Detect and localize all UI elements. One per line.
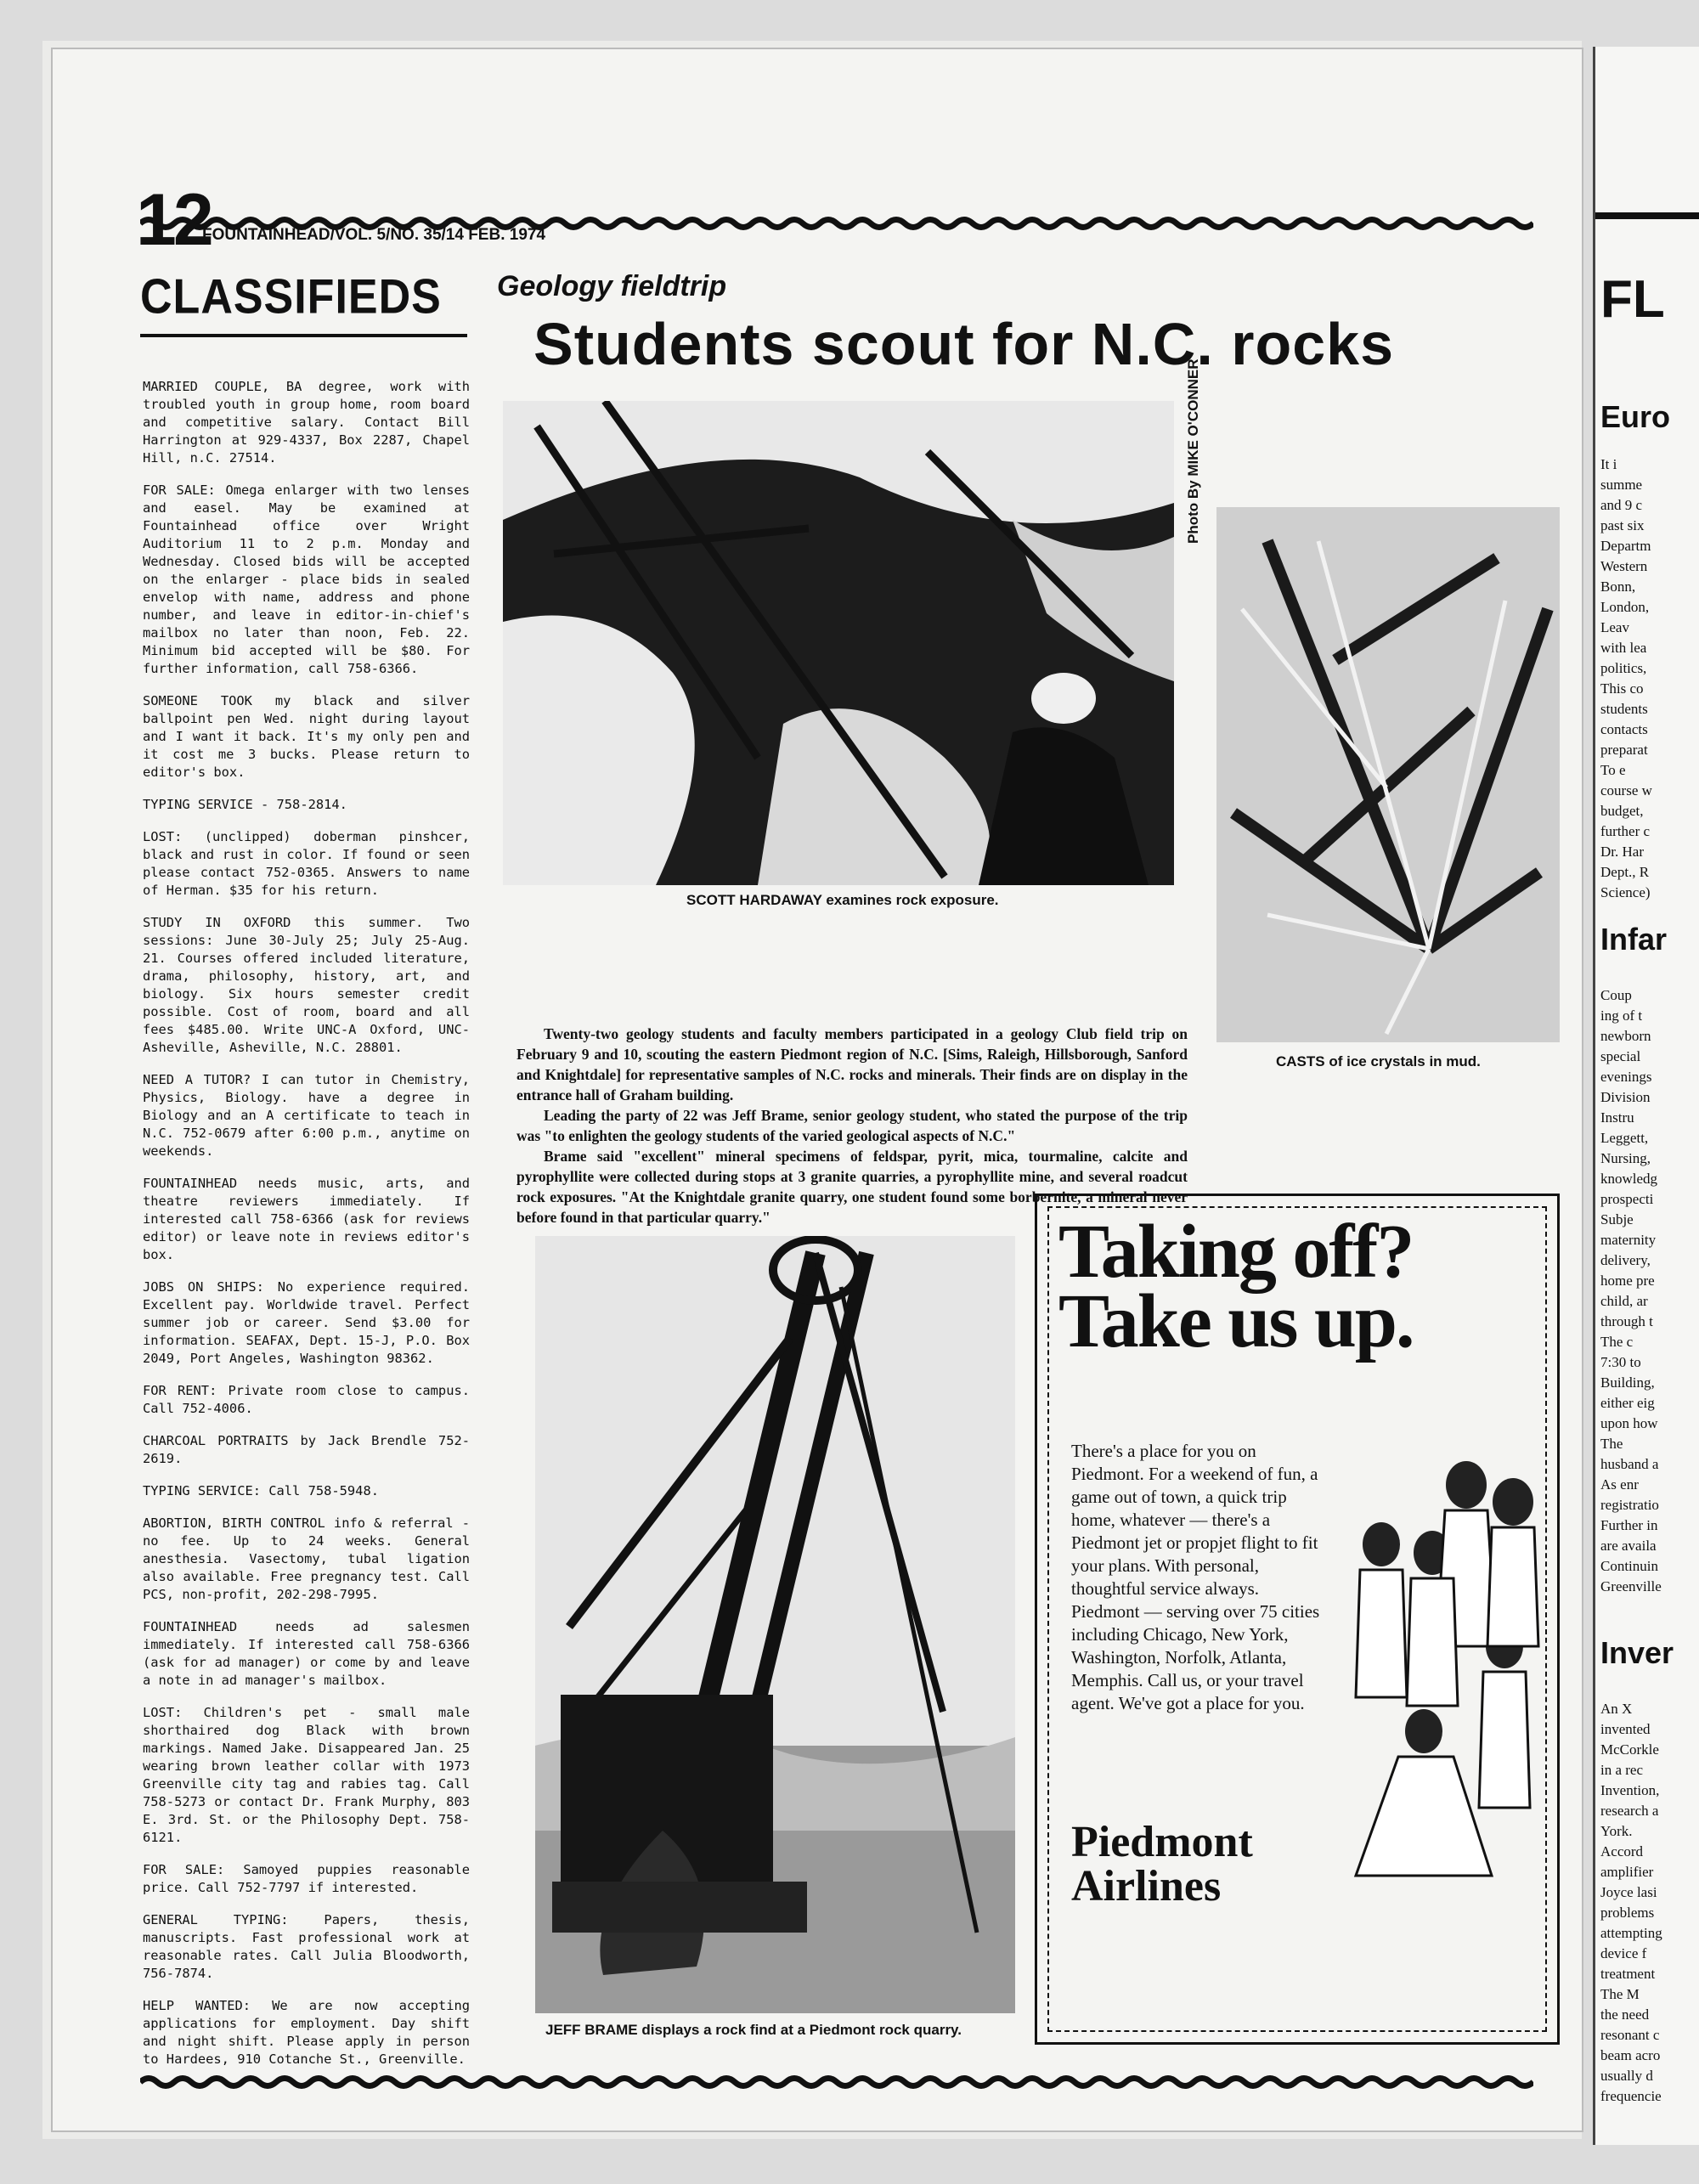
adjoining-text-line: problems — [1600, 1905, 1655, 1921]
adjoining-text-line: home pre — [1600, 1273, 1655, 1289]
adjoining-text-line: the need — [1600, 2006, 1650, 2023]
adjoining-text-line: in a rec — [1600, 1762, 1644, 1778]
ad-logo-line-2: Airlines — [1071, 1862, 1222, 1910]
classified-ad: STUDY IN OXFORD this summer. Two sessions: June 30-July 25; July 25-Aug. 21. Courses offered included literature, drama, philosophy, history, art, and biology. Six hours semester credit possible. Cost of room, board and all fees $485.00. Write UNC-A Oxford, UNC-Asheville, Asheville, N.C. 28801. — [143, 915, 470, 1055]
adjoining-text-line: maternity — [1600, 1232, 1657, 1248]
adjoining-masthead: FL — [1600, 270, 1665, 329]
classified-ad: LOST: (unclipped) doberman pinshcer, black and rust in color. If found or seen please contact 752-0365. Answers to name of Herman. $35 for his return. — [143, 829, 470, 898]
ad-headline-line-1: Taking off? — [1058, 1210, 1414, 1294]
classified-ad: LOST: Children's pet - small male shorthaired dog Black with brown markings. Named Jake. Disappeared Jan. 25 wearing brown leather collar with 1973 Greenville city tag and rabies tag. Call 758-5273 or contact Dr. Frank Murphy, 803 E. 3rd. St. or the Philosophy Dept. 758-6121. — [143, 1705, 470, 1845]
rock-exposure-photo — [503, 401, 1174, 885]
adjoining-text-line: Departm — [1600, 538, 1651, 554]
adjoining-text-line: resonant c — [1600, 2027, 1660, 2043]
adjoining-text-line: husband a — [1600, 1456, 1659, 1472]
adjoining-text-line: Leggett, — [1600, 1130, 1649, 1146]
issue-line: FOUNTAINHEAD/VOL. 5/NO. 35/14 FEB. 1974 — [202, 226, 546, 244]
classified-ad: HELP WANTED: We are now accepting applications for employment. Day shift and night shift. Please apply in person to Hardees, 910 Cotanche St., Greenville. — [143, 1998, 470, 2067]
adjoining-text-line: course w — [1600, 782, 1652, 799]
adjoining-text-line: Dept., R — [1600, 864, 1650, 880]
adjoining-text-line: amplifier — [1600, 1864, 1654, 1880]
adjoining-text-line: York. — [1600, 1823, 1633, 1839]
adjoining-text-line: delivery, — [1600, 1252, 1651, 1268]
adjoining-text-line: budget, — [1600, 803, 1644, 819]
classified-ad: TYPING SERVICE - 758-2814. — [143, 797, 347, 812]
adjoining-text-line: Instru — [1600, 1109, 1634, 1126]
adjoining-text-line: An X — [1600, 1701, 1633, 1717]
adjoining-text-line: usually d — [1600, 2068, 1653, 2084]
photo-credit: Photo By MIKE O'CONNER — [1185, 358, 1201, 544]
classified-ad: FOUNTAINHEAD needs music, arts, and theatre reviewers immediately. If interested call 758-6366 (ask for reviews editor) or leave note in reviews editor's box. — [143, 1176, 470, 1262]
adjoining-text-line: knowledg — [1600, 1171, 1658, 1187]
adjoining-text-line: child, ar — [1600, 1293, 1648, 1309]
adjoining-page — [1593, 47, 1699, 2145]
adjoining-text-line: Further in — [1600, 1517, 1658, 1533]
adjoining-text-line: upon how — [1600, 1415, 1658, 1431]
classified-ad: SOMEONE TOOK my black and silver ballpoint pen Wed. night during layout and I want it back. It's my only pen and it cost me 3 bucks. Please return to editor's box. — [143, 693, 470, 780]
photo-caption-1: SCOTT HARDAWAY examines rock exposure. — [686, 892, 999, 908]
article-paragraph: Brame said "excellent" mineral specimens of feldspar, pyrit, mica, tourmaline, calcite and pyrophyllite were collected during stops at 3 granite quarries, a pyrophyllite mine, and several roadcut rock exposures. "At the Knightdale granite quarry, one student found some borbernite, a mineral never before found in that particular quarry." — [516, 1148, 1188, 1226]
adjoining-text-line: Accord — [1600, 1843, 1644, 1860]
adjoining-text-line: through t — [1600, 1313, 1653, 1329]
classified-ad: FOR RENT: Private room close to campus. Call 752-4006. — [143, 1383, 470, 1416]
classifieds-rule — [140, 334, 467, 337]
flight-attendants-illustration — [1339, 1451, 1543, 1901]
adjoining-text-line: This co — [1600, 680, 1644, 697]
ad-copy: There's a place for you on Piedmont. For a weekend of fun, a game out of town, a quick trip home, whatever — there's a Piedmont jet or propjet flight to fit your plans. With personal, thoughtful service always. Piedmont — serving over 75 cities including Chicago, New York, Washington, Norfolk, Atlanta, Memphis. Call us, or your travel agent. We've got a place for you. — [1071, 1441, 1320, 1713]
article-paragraph: Leading the party of 22 was Jeff Brame, senior geology student, who stated the purpose of the trip was "to enlighten the geology students of the varied geological aspects of N.C." — [516, 1107, 1188, 1144]
classified-ad: JOBS ON SHIPS: No experience required. Excellent pay. Worldwide travel. Perfect summer job or career. Send $3.00 for information. SEAFAX, Dept. 15-J, P.O. Box 2049, Port Angeles, Washington 98362. — [143, 1279, 470, 1366]
adjoining-text-line: ing of t — [1600, 1007, 1643, 1024]
adjoining-text-line: prospecti — [1600, 1191, 1654, 1207]
adjoining-text-line: Nursing, — [1600, 1150, 1651, 1166]
adjoining-text-line: Bonn, — [1600, 578, 1636, 595]
adjoining-text-line: special — [1600, 1048, 1641, 1064]
classified-ad: MARRIED COUPLE, BA degree, work with troubled youth in group home, room board and competitive salary. Contact Bill Harrington at 929-4337, Box 2287, Chapel Hill, n.C. 27514. — [143, 379, 470, 466]
photo-caption-2: CASTS of ice crystals in mud. — [1276, 1053, 1481, 1069]
adjoining-headline-2: Infar — [1600, 922, 1668, 957]
adjoining-text-line: Science) — [1600, 884, 1651, 900]
adjoining-text-line: To e — [1600, 762, 1626, 778]
adjoining-text-line: Leav — [1600, 619, 1629, 635]
adjoining-text-line: The — [1600, 1436, 1623, 1452]
adjoining-text-line: Subje — [1600, 1211, 1634, 1227]
piedmont-airlines-ad — [1035, 1194, 1560, 2045]
ad-headline-line-2: Take us up. — [1058, 1279, 1414, 1363]
adjoining-headline-1: Euro — [1600, 399, 1671, 434]
page-number: 12 — [136, 179, 211, 261]
ice-crystal-photo — [1216, 507, 1560, 1042]
classifieds-column — [143, 378, 470, 2083]
article-headline: Students scout for N.C. rocks — [533, 311, 1395, 377]
adjoining-text-line: preparat — [1600, 742, 1648, 758]
classified-ad: FOR SALE: Omega enlarger with two lenses and easel. May be examined at Fountainhead office over Wright Auditorium 11 to 2 p.m. Monday and Wednesday. Closed bids will be accepted on the enlarger - place bids in sealed envelop with name, address and phone number, and leave in editor-in-chief's mailbox no later than noon, Feb. 22. Minimum bid accepted will be $80. For further information, call 758-6366. — [143, 483, 470, 676]
adjoining-text-line: Coup — [1600, 987, 1632, 1003]
adjoining-text-line: Western — [1600, 558, 1648, 574]
article-kicker: Geology fieldtrip — [497, 270, 727, 302]
adjoining-text-line: attempting — [1600, 1925, 1662, 1941]
adjoining-text-line: Dr. Har — [1600, 844, 1644, 860]
adjoining-text-line: Continuin — [1600, 1558, 1659, 1574]
adjoining-text-line: Building, — [1600, 1374, 1655, 1391]
ad-headline — [1058, 1210, 1414, 1363]
classified-ad: GENERAL TYPING: Papers, thesis, manuscripts. Fast professional work at reasonable rates. Call Julia Bloodworth, 756-7874. — [143, 1912, 470, 1981]
adjoining-text-line: with lea — [1600, 640, 1647, 656]
quarry-photo — [535, 1236, 1015, 2013]
classified-ad: CHARCOAL PORTRAITS by Jack Brendle 752-2619. — [143, 1433, 470, 1466]
adjoining-text-line: frequencie — [1600, 2088, 1662, 2104]
classifieds-heading: CLASSIFIEDS — [140, 270, 442, 324]
ad-logo-line-1: Piedmont — [1071, 1818, 1253, 1866]
adjoining-text-line: research a — [1600, 1803, 1659, 1819]
adjoining-text-line: treatment — [1600, 1966, 1656, 1982]
adjoining-text-line: The M — [1600, 1986, 1640, 2002]
adjoining-text-line: either eig — [1600, 1395, 1655, 1411]
adjoining-text-line: politics, — [1600, 660, 1647, 676]
adjoining-text-line: beam acro — [1600, 2047, 1661, 2063]
adjoining-headline-3: Inver — [1600, 1635, 1674, 1670]
adjoining-text-line: newborn — [1600, 1028, 1651, 1044]
adjoining-text-line: registratio — [1600, 1497, 1659, 1513]
adjoining-text-line: past six — [1600, 517, 1645, 533]
top-rule — [140, 214, 1533, 233]
adjoining-text-line: and 9 c — [1600, 497, 1643, 513]
adjoining-text-line: summe — [1600, 477, 1643, 493]
adjoining-text-line: are availa — [1600, 1538, 1657, 1554]
adjoining-text-line: The c — [1600, 1334, 1634, 1350]
adjoining-text-line: invented — [1600, 1721, 1651, 1737]
adjoining-text-line: 7:30 to — [1600, 1354, 1641, 1370]
adjoining-text-line: device f — [1600, 1945, 1647, 1961]
adjoining-text-line: It i — [1600, 456, 1617, 472]
adjoining-text-line: Division — [1600, 1089, 1651, 1105]
adjoining-text-line: students — [1600, 701, 1648, 717]
classified-ad: NEED A TUTOR? I can tutor in Chemistry, Physics, Biology. have a degree in Biology and an A certificate to teach in N.C. 752-0679 after 6:00 p.m., anytime on weekends. — [143, 1072, 470, 1159]
adjoining-text-line: further c — [1600, 823, 1651, 839]
adjoining-text-line: Invention, — [1600, 1782, 1660, 1798]
adjoining-top-rule — [1595, 212, 1699, 219]
adjoining-text-line: London, — [1600, 599, 1650, 615]
adjoining-text-line: contacts — [1600, 721, 1648, 737]
photo-caption-3: JEFF BRAME displays a rock find at a Piedmont rock quarry. — [545, 2022, 962, 2038]
article-paragraph: Twenty-two geology students and faculty members participated in a geology Club field trip on February 9 and 10, scouting the eastern Piedmont region of N.C. [Sims, Raleigh, Hillsborough, Sanford and Knightdale] for representative samples of N.C. rocks and minerals. Their finds are on display in the entrance hall of Graham building. — [516, 1025, 1188, 1103]
classified-ad: FOR SALE: Samoyed puppies reasonable price. Call 752-7797 if interested. — [143, 1862, 470, 1895]
adjoining-text-line: Joyce lasi — [1600, 1884, 1657, 1900]
adjoining-text-line: McCorkle — [1600, 1741, 1659, 1758]
classified-ad: ABORTION, BIRTH CONTROL info & referral - no fee. Up to 24 weeks. General anesthesia. Vasectomy, tubal ligation also available. Free pregnancy test. Call PCS, non-profit, 202-298-7995. — [143, 1515, 470, 1602]
adjoining-text-line: Greenville — [1600, 1578, 1662, 1594]
ad-logo — [1071, 1820, 1253, 1909]
adjoining-text-line: evenings — [1600, 1069, 1652, 1085]
classified-ad: TYPING SERVICE: Call 758-5948. — [143, 1483, 379, 1498]
classified-ad: FOUNTAINHEAD needs ad salesmen immediately. If interested call 758-6366 (ask for ad manager) or come by and leave a note in ad manager's mailbox. — [143, 1619, 470, 1688]
adjoining-text-line: As enr — [1600, 1476, 1639, 1493]
